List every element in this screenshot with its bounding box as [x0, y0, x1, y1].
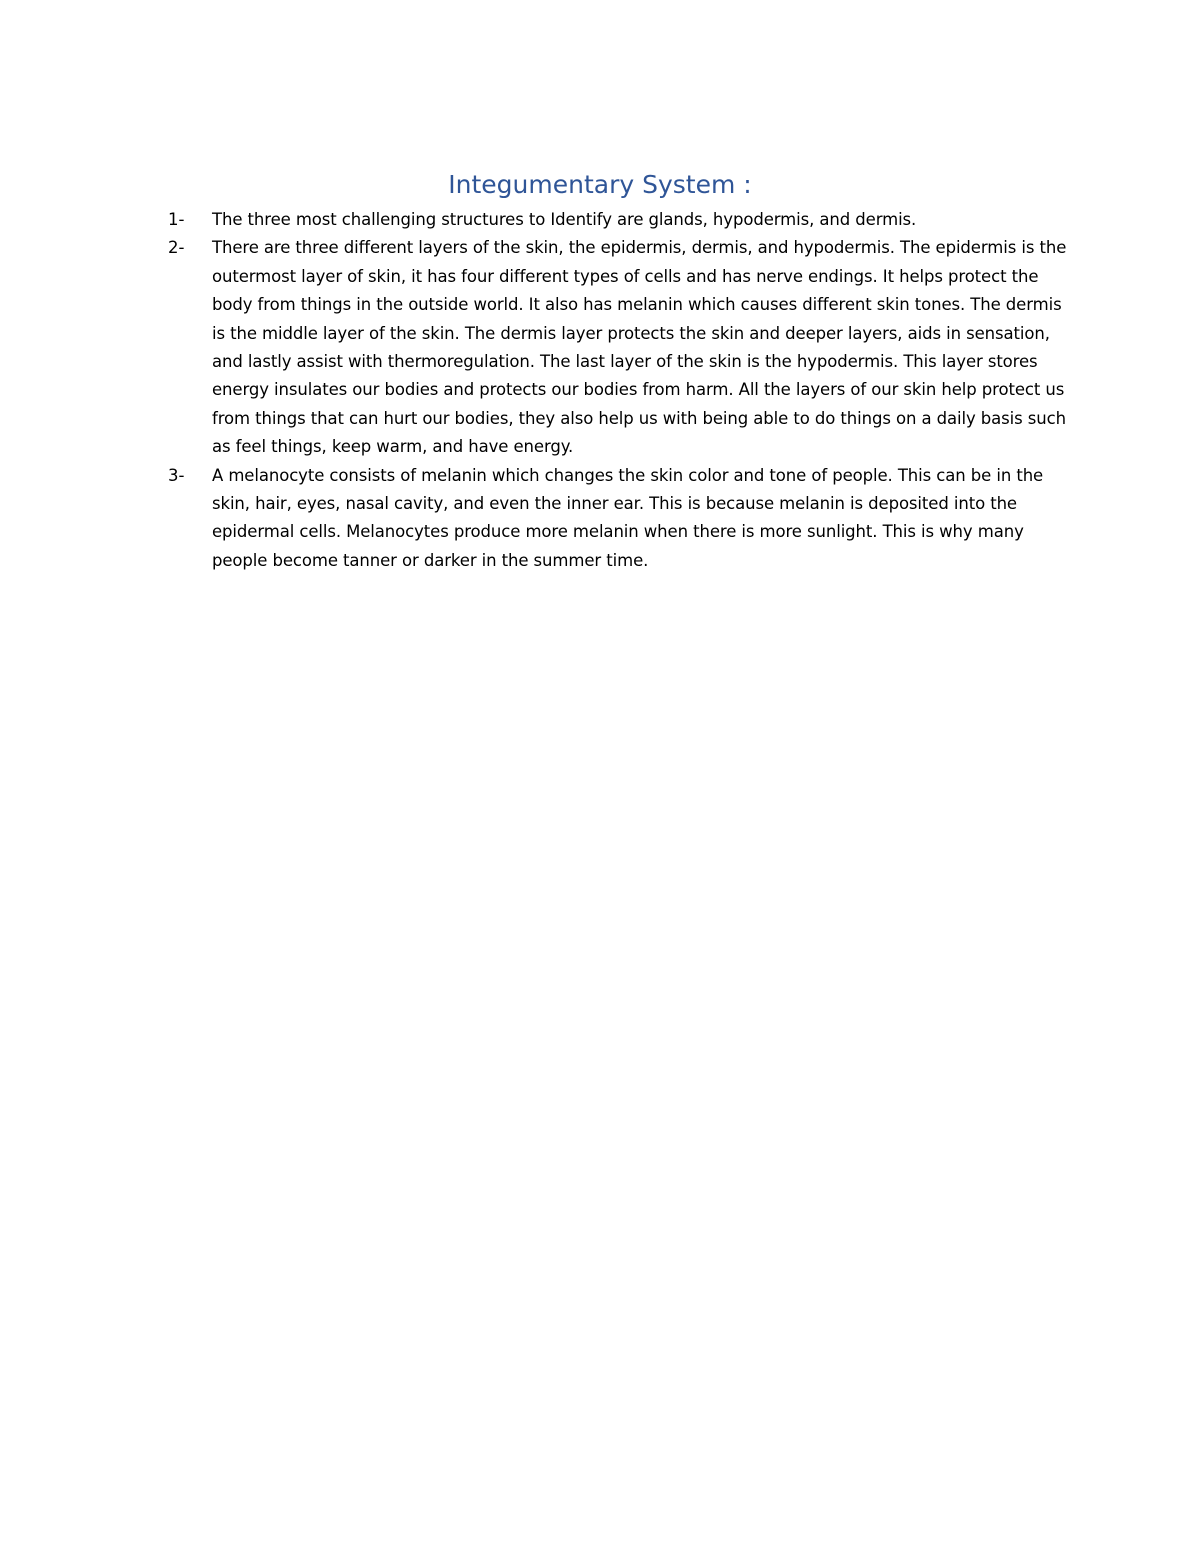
list-item-number: 2-: [168, 238, 185, 258]
list-item-text: A melanocyte consists of melanin which changes the skin color and tone of people. This can be in the skin, hair, eyes, nasal cavity, and even the inner ear. This is because melanin is deposited into the epidermal cells. Melanocytes produce more melanin when there is more sunlight. This is why many people become tanner or darker in the summer time.: [212, 465, 1044, 570]
list-item-number: 1-: [168, 210, 185, 229]
page-title: Integumentary System :: [448, 170, 752, 199]
list-item-number: 3-: [168, 465, 185, 485]
list-item-text: There are three different layers of the skin, the epidermis, dermis, and hypodermis. The epidermis is the outermost layer of skin, it has four different types of cells and has nerve endings. It helps protect the body from things in the outside world. It also has melanin which causes different skin tones. The dermis is the middle layer of the skin. The dermis layer protects the skin and deeper layers, aids in sensation, and lastly assist with thermoregulation. The last layer of the skin is the hypodermis. This layer stores energy insulates our bodies and protects our bodies from harm. All the layers of our skin help protect us from things that can hurt our bodies, they also help us with being able to do things on a daily basis such as feel things, keep warm, and have energy.: [212, 238, 1067, 457]
list-item: [168, 234, 1068, 461]
numbered-list: [168, 206, 1068, 575]
list-item: [168, 206, 1068, 234]
list-item-text: The three most challenging structures to Identify are glands, hypodermis, and dermis.: [212, 210, 917, 229]
list-item: [168, 462, 1068, 576]
